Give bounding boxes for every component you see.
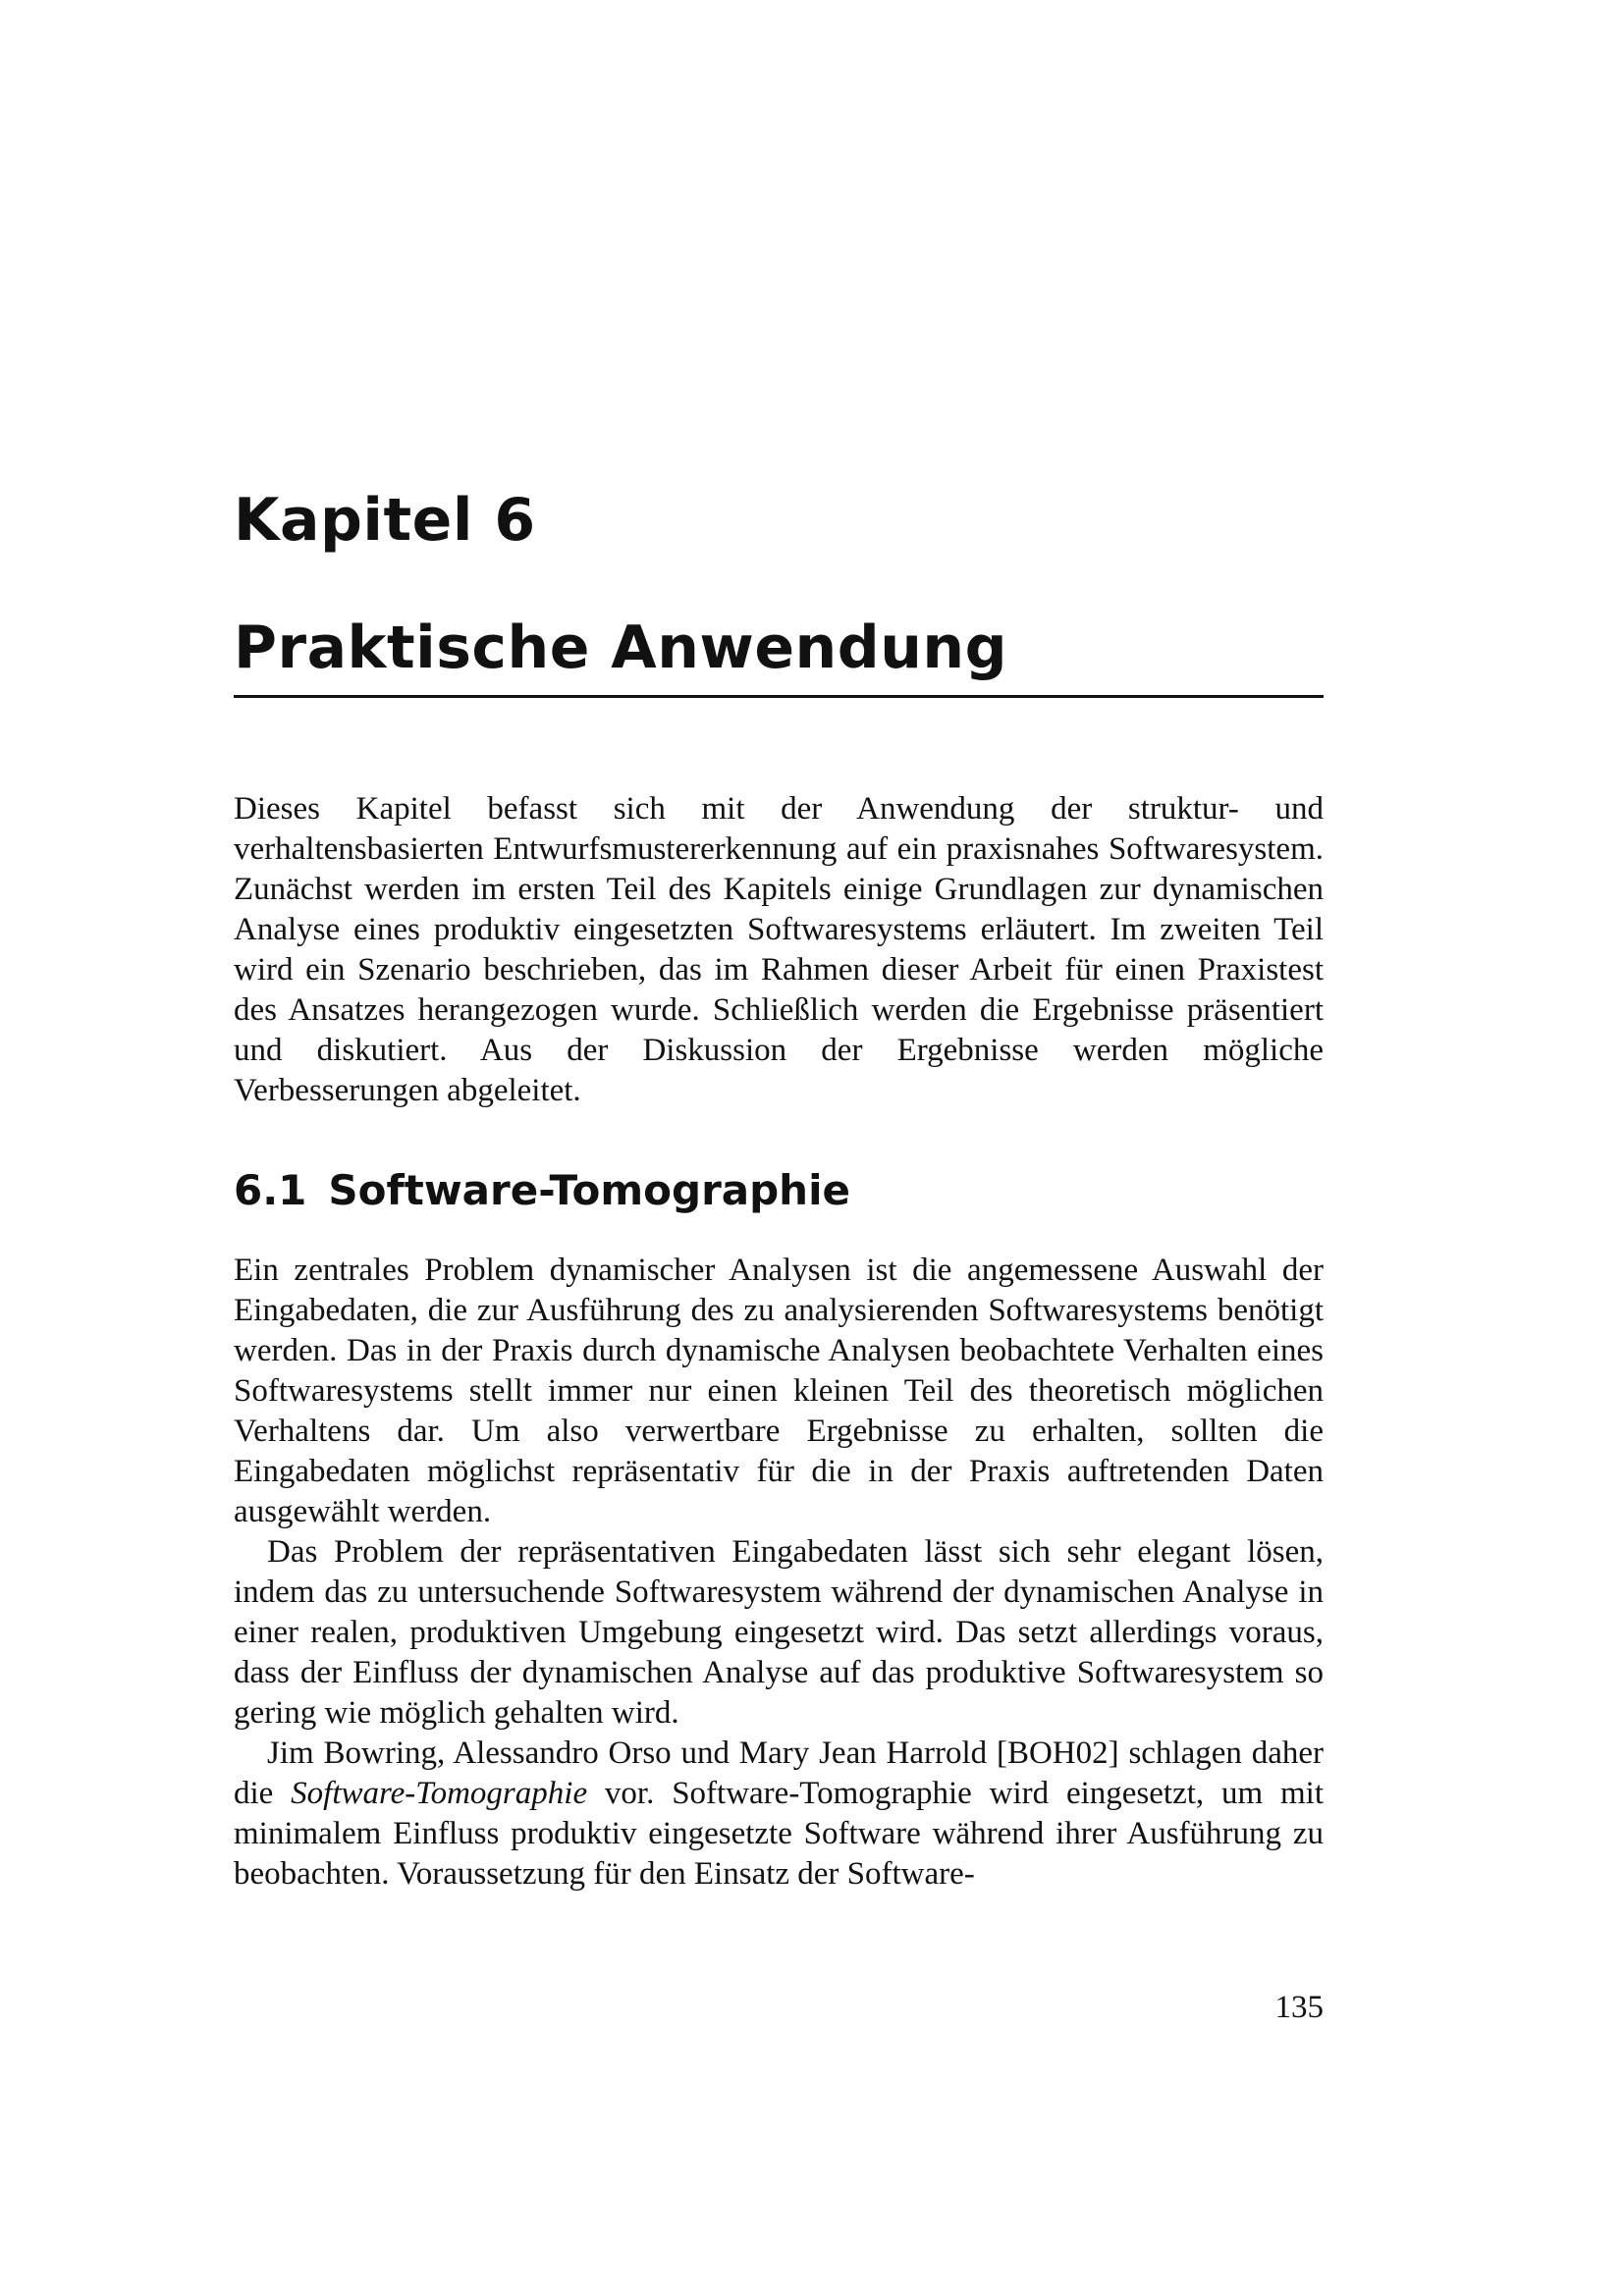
chapter-label: Kapitel 6 (234, 486, 536, 555)
software-tomographie-term: Software-Tomographie (291, 1776, 588, 1811)
section-title: Software-Tomographie (328, 1166, 850, 1214)
section-body (234, 1251, 1324, 1895)
section-paragraph-3 (234, 1734, 1324, 1895)
section-heading (234, 1163, 850, 1218)
section-number: 6.1 (234, 1166, 307, 1214)
chapter-title-rule (234, 695, 1324, 698)
page-number: 135 (1274, 1990, 1324, 2025)
chapter-title: Praktische Anwendung (234, 614, 1008, 682)
paragraph-3-text-after: vor. Software-Tomographie wird eingesetzt, um mit minimalem Einfluss produktiv eingesetzte Software während ihrer Ausführung zu beobachten. Voraussetzung für den Einsatz der Software- (234, 1776, 1324, 1892)
chapter-intro-paragraph: Dieses Kapitel befasst sich mit der Anwendung der struktur- und verhaltensbasierten Entwurfsmustererkennung auf ein praxisnahes Softwaresystem. Zunächst werden im ersten Teil des Kapitels einige Grundlagen zur dynamischen Analyse eines produktiv eingesetzten Softwaresystems erläutert. Im zweiten Teil wird ein Szenario beschrieben, das im Rahmen dieser Arbeit für einen Praxistest des Ansatzes herangezogen wurde. Schließlich werden die Ergebnisse präsentiert und diskutiert. Aus der Diskussion der Ergebnisse werden mögliche Verbesserungen abgeleitet. (234, 791, 1324, 1108)
paragraph-3-text-before: Jim Bowring, Alessandro Orso und Mary Jean Harrold [BOH02] schlagen daher die (234, 1735, 1324, 1811)
section-paragraph-1: Ein zentrales Problem dynamischer Analysen ist die angemessene Auswahl der Eingabedaten, die zur Ausführung des zu analysierenden Softwaresystems benötigt werden. Das in der Praxis durch dynamische Analysen beobachtete Verhalten eines Softwaresystems stellt immer nur einen kleinen Teil des theoretisch möglichen Verhaltens dar. Um also verwertbare Ergebnisse zu erhalten, sollten die Eingabedaten möglichst repräsentativ für die in der Praxis auftretenden Daten ausgewählt werden. (234, 1253, 1324, 1529)
section-paragraph-2: Das Problem der repräsentativen Eingabedaten lässt sich sehr elegant lösen, indem das zu untersuchende Softwaresystem während der dynamischen Analyse in einer realen, produktiven Umgebung eingesetzt wird. Das setzt allerdings voraus, dass der Einfluss der dynamischen Analyse auf das produktive Softwaresystem so gering wie möglich gehalten wird. (234, 1534, 1324, 1731)
